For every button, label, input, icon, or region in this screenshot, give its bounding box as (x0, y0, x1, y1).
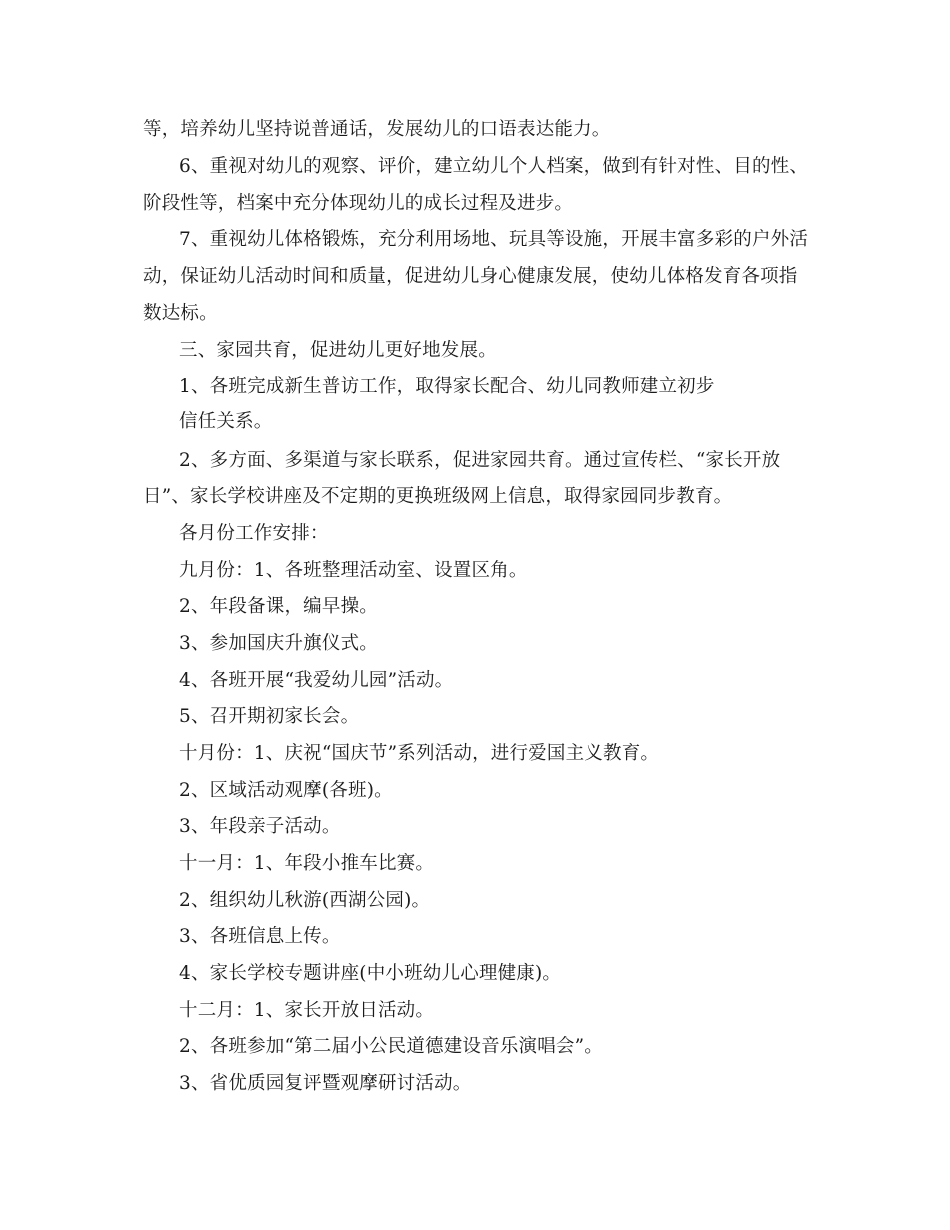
paragraph-line: 1、各班完成新生普访工作，取得家长配合、幼儿同教师建立初步 (179, 376, 715, 397)
schedule-item: 3、参加国庆升旗仪式。 (179, 633, 378, 654)
paragraph-line: 6、重视对幼儿的观察、评价，建立幼儿个人档案，做到有针对性、目的性、 (179, 156, 809, 177)
schedule-item: 2、各班参加“第二届小公民道德建设音乐演唱会”。 (179, 1036, 603, 1057)
schedule-heading: 各月份工作安排： (179, 523, 329, 544)
paragraph-line: 动，保证幼儿活动时间和质量，促进幼儿身心健康发展，使幼儿体格发育各项指 (143, 266, 798, 287)
paragraph-line: 2、多方面、多渠道与家长联系，促进家园共育。通过宣传栏、“家长开放 (179, 450, 781, 471)
schedule-item: 3、省优质园复评暨观摩研讨活动。 (179, 1073, 472, 1094)
schedule-item: 3、各班信息上传。 (179, 926, 341, 947)
section-heading: 三、家园共育，促进幼儿更好地发展。 (179, 340, 497, 361)
paragraph-line: 信任关系。 (179, 411, 273, 432)
paragraph-line: 日”、家长学校讲座及不定期的更换班级网上信息，取得家园同步教育。 (143, 486, 733, 507)
schedule-item: 2、年段备课，编早操。 (179, 596, 378, 617)
schedule-item: 5、召开期初家长会。 (179, 706, 360, 727)
paragraph-line: 等，培养幼儿坚持说普通话，发展幼儿的口语表达能力。 (143, 119, 611, 140)
schedule-item: 3、年段亲子活动。 (179, 816, 341, 837)
schedule-item: 4、家长学校专题讲座(中小班幼儿心理健康)。 (179, 963, 562, 984)
schedule-item: 九月份：1、各班整理活动室、设置区角。 (179, 560, 528, 581)
schedule-item: 十月份：1、庆祝“国庆节”系列活动，进行爱国主义教育。 (179, 743, 660, 764)
paragraph-line: 数达标。 (143, 303, 218, 324)
schedule-item: 十一月：1、年段小推车比赛。 (179, 853, 435, 874)
schedule-item: 2、组织幼儿秋游(西湖公园)。 (179, 890, 431, 911)
schedule-item: 4、各班开展“我爱幼儿园”活动。 (179, 670, 454, 691)
schedule-item: 2、区域活动观摩(各班)。 (179, 780, 393, 801)
paragraph-line: 阶段性等，档案中充分体现幼儿的成长过程及进步。 (143, 193, 574, 214)
paragraph-line: 7、重视幼儿体格锻炼，充分利用场地、玩具等设施，开展丰富多彩的户外活 (179, 229, 809, 250)
schedule-item: 十二月：1、家长开放日活动。 (179, 1000, 435, 1021)
